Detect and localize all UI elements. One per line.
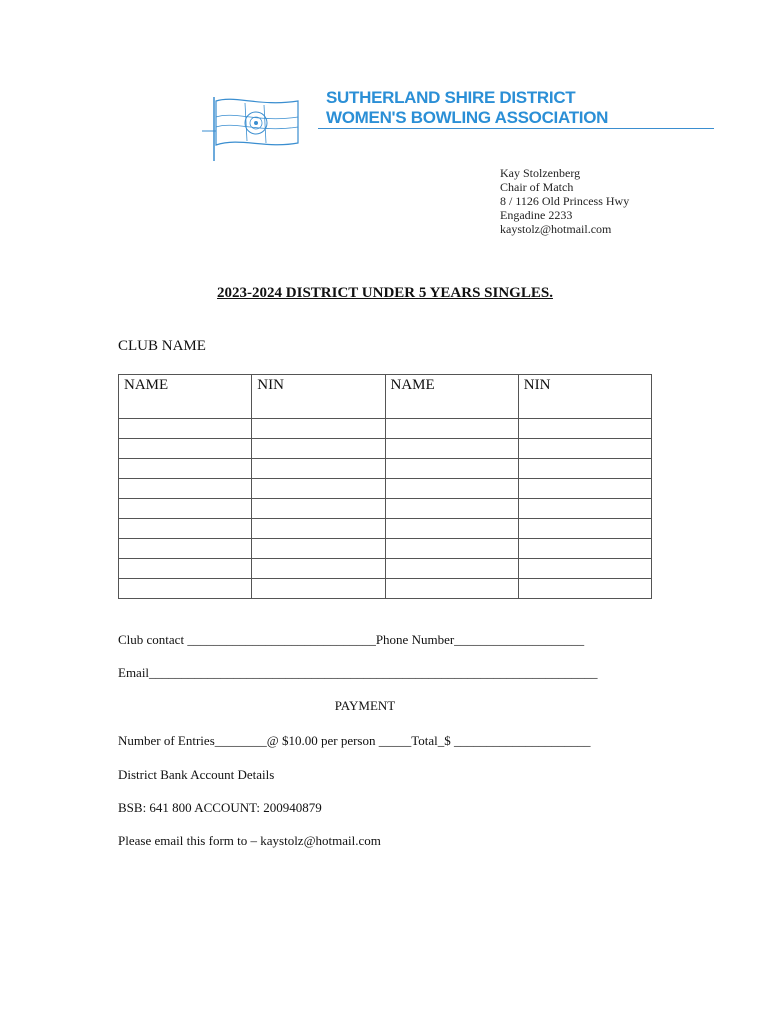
table-cell[interactable] — [385, 559, 518, 579]
bsb-account-line: BSB: 641 800 ACCOUNT: 200940879 — [118, 800, 322, 815]
table-cell[interactable] — [518, 499, 651, 519]
header-name-1: NAME — [119, 375, 252, 419]
contact-suburb: Engadine 2233 — [500, 208, 573, 222]
email-field[interactable]: Email_____________________________________________________________________ — [118, 665, 598, 680]
table-cell[interactable] — [252, 519, 385, 539]
header-nin-2: NIN — [518, 375, 651, 419]
table-cell[interactable] — [119, 459, 252, 479]
club-contact-field[interactable]: Club contact _____________________________Phone Number____________________ — [118, 632, 585, 647]
email-instruction: Please email this form to – kaystolz@hotmail.com — [118, 833, 381, 848]
organisation-title-line1: SUTHERLAND SHIRE DISTRICT — [326, 88, 576, 107]
table-row — [119, 579, 652, 599]
table-cell[interactable] — [119, 499, 252, 519]
table-cell[interactable] — [385, 439, 518, 459]
table-cell[interactable] — [385, 579, 518, 599]
table-cell[interactable] — [385, 519, 518, 539]
payment-heading: PAYMENT — [334, 698, 396, 713]
organisation-title — [326, 88, 608, 128]
table-cell[interactable] — [385, 479, 518, 499]
flag-emblem-icon — [200, 93, 300, 163]
table-cell[interactable] — [252, 479, 385, 499]
table-cell[interactable] — [252, 419, 385, 439]
entries-total-field[interactable]: Number of Entries________@ $10.00 per person _____Total_$ _____________________ — [118, 733, 591, 748]
table-cell[interactable] — [252, 559, 385, 579]
table-cell[interactable] — [518, 579, 651, 599]
table-cell[interactable] — [518, 559, 651, 579]
contact-email: kaystolz@hotmail.com — [500, 222, 612, 236]
bank-details-label: District Bank Account Details — [118, 767, 275, 782]
table-cell[interactable] — [252, 499, 385, 519]
table-cell[interactable] — [119, 439, 252, 459]
table-cell[interactable] — [252, 439, 385, 459]
table-cell[interactable] — [518, 419, 651, 439]
organisation-title-line2: WOMEN'S BOWLING ASSOCIATION — [326, 108, 609, 127]
table-header-row — [119, 375, 652, 419]
table-cell[interactable] — [518, 519, 651, 539]
table-row — [119, 459, 652, 479]
table-row — [119, 559, 652, 579]
table-cell[interactable] — [252, 579, 385, 599]
header-nin-1: NIN — [252, 375, 385, 419]
header-name-2: NAME — [385, 375, 518, 419]
contact-street: 8 / 1126 Old Princess Hwy — [500, 194, 630, 208]
table-cell[interactable] — [518, 439, 651, 459]
table-row — [119, 499, 652, 519]
entries-table — [118, 374, 652, 599]
contact-name: Kay Stolzenberg — [500, 166, 581, 180]
table-cell[interactable] — [518, 539, 651, 559]
table-cell[interactable] — [119, 539, 252, 559]
header-divider — [318, 128, 714, 129]
table-cell[interactable] — [252, 539, 385, 559]
table-cell[interactable] — [119, 479, 252, 499]
table-cell[interactable] — [385, 419, 518, 439]
table-body — [119, 419, 652, 599]
table-row — [119, 539, 652, 559]
table-row — [119, 479, 652, 499]
table-cell[interactable] — [119, 579, 252, 599]
club-name-label: CLUB NAME — [118, 338, 206, 354]
contact-role: Chair of Match — [500, 180, 574, 194]
table-cell[interactable] — [252, 459, 385, 479]
table-row — [119, 519, 652, 539]
table-cell[interactable] — [518, 459, 651, 479]
contact-address-block — [500, 166, 629, 236]
table-cell[interactable] — [119, 519, 252, 539]
form-title: 2023-2024 DISTRICT UNDER 5 YEARS SINGLES. — [217, 285, 553, 301]
table-cell[interactable] — [119, 559, 252, 579]
table-cell[interactable] — [385, 539, 518, 559]
table-row — [119, 419, 652, 439]
table-row — [119, 439, 652, 459]
table-cell[interactable] — [518, 479, 651, 499]
table-cell[interactable] — [385, 499, 518, 519]
table-cell[interactable] — [119, 419, 252, 439]
table-cell[interactable] — [385, 459, 518, 479]
